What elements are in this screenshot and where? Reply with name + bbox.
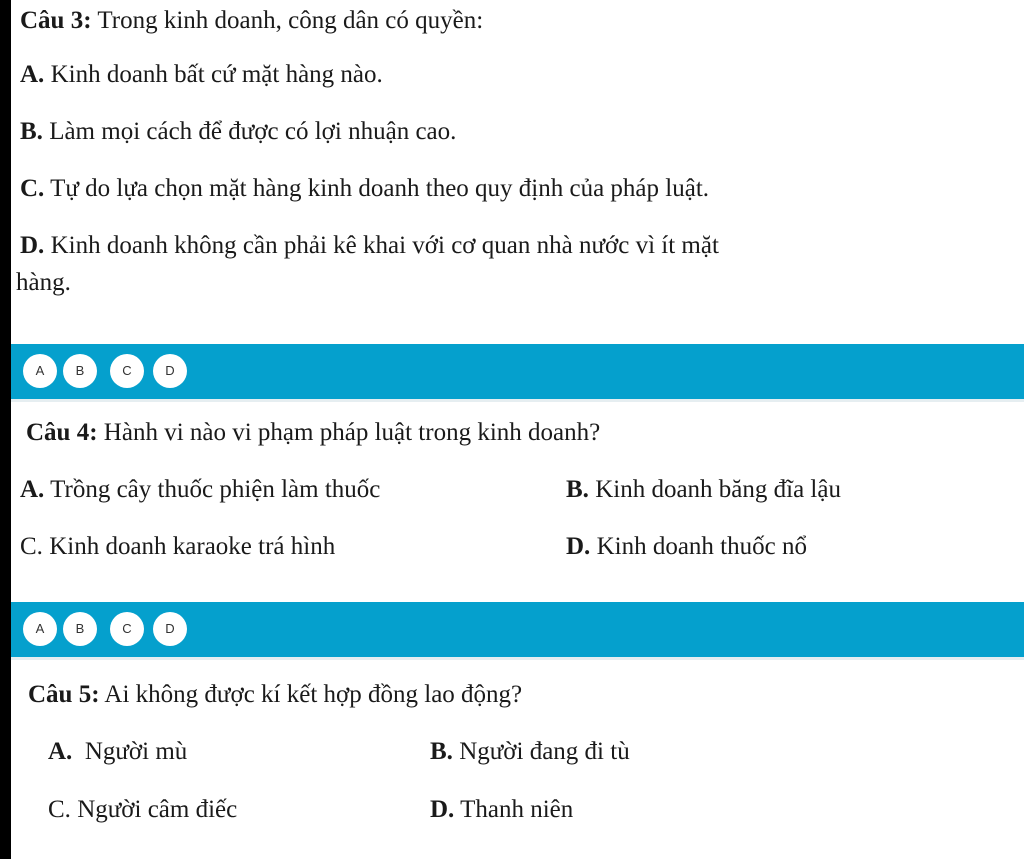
q5-option-c — [48, 795, 237, 825]
q4-option-a-letter: A. — [20, 476, 45, 503]
divider — [11, 657, 1024, 660]
q3-answer-a-button[interactable]: A — [23, 354, 57, 388]
question-3-label: Câu 3: — [20, 7, 92, 34]
q3-answer-c-button[interactable]: C — [110, 354, 144, 388]
question-5-text: Ai không được kí kết hợp đồng lao động? — [99, 681, 523, 708]
q3-option-c-text: Tự do lựa chọn mặt hàng kinh doanh theo quy định của pháp luật. — [44, 175, 710, 202]
q3-answer-b-button[interactable]: B — [63, 354, 97, 388]
q3-option-a-text: Kinh doanh bất cứ mặt hàng nào. — [44, 61, 383, 88]
q4-answer-b-button[interactable]: B — [63, 612, 97, 646]
q5-option-d-text: Thanh niên — [454, 796, 574, 823]
q4-option-b-letter: B. — [566, 476, 589, 503]
q3-option-b-text: Làm mọi cách để được có lợi nhuận cao. — [42, 118, 457, 145]
question-5-label: Câu 5: — [28, 681, 100, 708]
q4-option-a — [20, 475, 380, 505]
q3-option-a-letter: A. — [20, 61, 45, 88]
q3-option-c-letter: C. — [20, 175, 45, 202]
q4-option-b-text: Kinh doanh băng đĩa lậu — [588, 476, 841, 503]
q5-option-d-letter: D. — [430, 796, 455, 823]
q5-option-a — [48, 737, 187, 767]
q4-option-d-text: Kinh doanh thuốc nổ — [590, 533, 807, 560]
question-4-label: Câu 4: — [26, 419, 98, 446]
q3-option-d — [20, 231, 719, 261]
q4-option-c — [20, 532, 335, 562]
question-3-title — [20, 6, 483, 36]
question-3-text: Trong kinh doanh, công dân có quyền: — [91, 7, 484, 34]
q5-option-d — [430, 795, 573, 825]
q3-option-d-letter: D. — [20, 232, 45, 259]
q4-option-d-letter: D. — [566, 533, 591, 560]
q4-option-b — [566, 475, 841, 505]
question-4-title — [26, 418, 600, 448]
q5-option-c-letter: C. — [48, 796, 71, 823]
q3-option-c — [20, 174, 709, 204]
q5-option-a-text: Người mù — [72, 738, 188, 765]
q3-option-d-continued: hàng. — [16, 269, 71, 296]
q4-option-c-text: Kinh doanh karaoke trá hình — [42, 533, 336, 560]
q5-option-b-text: Người đang đi tù — [452, 738, 630, 765]
q3-option-a — [20, 60, 383, 90]
q5-option-c-text: Người câm điếc — [70, 796, 238, 823]
q4-answer-a-button[interactable]: A — [23, 612, 57, 646]
q3-option-d-text: Kinh doanh không cần phải kê khai với cơ quan nhà nước vì ít mặt — [44, 232, 719, 259]
q3-answer-d-button[interactable]: D — [153, 354, 187, 388]
question-4-text: Hành vi nào vi phạm pháp luật trong kinh doanh? — [97, 419, 601, 446]
q4-answer-bar — [11, 602, 1024, 657]
q4-option-c-letter: C. — [20, 533, 43, 560]
q3-answer-bar — [11, 344, 1024, 399]
q3-option-b-letter: B. — [20, 118, 43, 145]
q4-answer-d-button[interactable]: D — [153, 612, 187, 646]
q5-option-a-letter: A. — [48, 738, 73, 765]
q5-option-b — [430, 737, 630, 767]
q3-option-b — [20, 117, 456, 147]
q4-answer-c-button[interactable]: C — [110, 612, 144, 646]
divider — [11, 399, 1024, 402]
q5-option-b-letter: B. — [430, 738, 453, 765]
q4-option-a-text: Trồng cây thuốc phiện làm thuốc — [44, 476, 381, 503]
q4-option-d — [566, 532, 807, 562]
quiz-page — [11, 0, 1024, 859]
question-5-title — [28, 680, 522, 710]
